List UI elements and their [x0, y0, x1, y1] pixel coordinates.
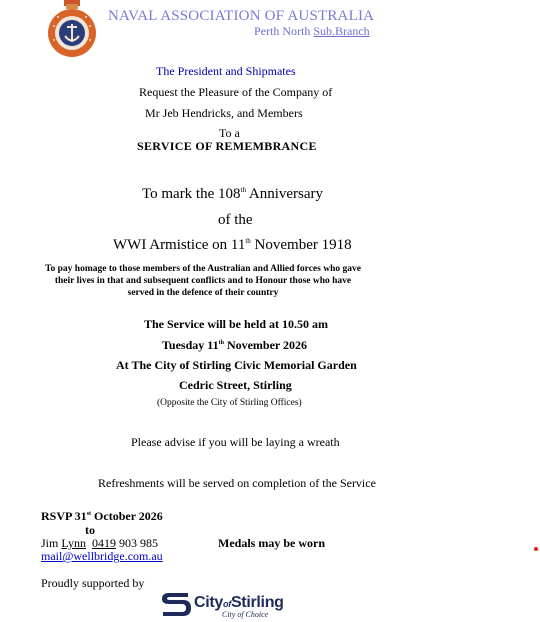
- service-date-suffix: November 2026: [223, 338, 308, 352]
- contact-phone-prefix: 0419: [92, 536, 117, 550]
- supported-by-label: Proudly supported by: [41, 576, 145, 590]
- armistice-sup: th: [245, 237, 251, 245]
- sub-branch-link: Sub.Branch: [313, 24, 370, 38]
- anniversary-sup: th: [240, 186, 246, 194]
- rsvp-to: to: [85, 523, 95, 537]
- anniversary-suffix: Anniversary: [245, 186, 324, 202]
- of-the-line: of the: [218, 212, 253, 228]
- sponsor-of: of: [223, 599, 231, 609]
- service-venue: At The City of Stirling Civic Memorial Garden: [116, 358, 357, 372]
- sub-branch-prefix: Perth North: [254, 24, 311, 38]
- service-venue-note: (Opposite the City of Stirling Offices): [157, 398, 302, 408]
- armistice-line: [113, 237, 352, 254]
- city-of-stirling-tagline: City of Choice: [222, 610, 269, 619]
- service-date-prefix: Tuesday 11: [162, 338, 219, 352]
- city-of-stirling-logo-icon: [160, 590, 192, 617]
- rsvp-email-link[interactable]: mail@wellbridge.com.au: [41, 549, 163, 563]
- service-date-sup: th: [218, 340, 224, 346]
- rsvp-prefix: RSVP 31: [41, 509, 87, 523]
- homage-paragraph: To pay homage to those members of the Australian and Allied forces who gave their lives in that and subsequent conflicts and to Honour those who have served in the defence of their country: [45, 264, 361, 298]
- refreshments-note: Refreshments will be served on completion of the Service: [98, 476, 376, 490]
- anniversary-prefix: To mark the 108: [142, 186, 241, 202]
- invitation-request: Request the Pleasure of the Company of: [139, 85, 333, 99]
- service-date: [162, 338, 307, 353]
- anniversary-line: [142, 186, 323, 203]
- contact-phone-rest: 903 985: [116, 536, 159, 550]
- armistice-suffix: November 1918: [250, 237, 352, 253]
- rsvp-suffix: October 2026: [91, 509, 163, 523]
- organisation-name: NAVAL ASSOCIATION OF AUSTRALIA: [108, 8, 375, 24]
- invitee-name: Mr Jeb Hendricks, and Members: [145, 106, 303, 120]
- service-street: Cedric Street, Stirling: [179, 378, 292, 392]
- rsvp-date: [41, 509, 163, 524]
- red-dot-marker: [534, 547, 538, 551]
- service-time: The Service will be held at 10.50 am: [144, 317, 328, 331]
- sponsor-stirling: Stirling: [230, 594, 284, 611]
- rsvp-sup: st: [86, 511, 92, 517]
- event-title: SERVICE OF REMEMBRANCE: [137, 139, 317, 153]
- wreath-note: Please advise if you will be laying a wreath: [131, 435, 340, 449]
- association-crest: [46, 0, 98, 60]
- medals-note: Medals may be worn: [218, 536, 325, 550]
- invitation-from: The President and Shipmates: [156, 64, 296, 78]
- contact-first-name: Jim: [41, 536, 62, 550]
- sub-branch-name: [254, 24, 370, 39]
- invitation-to-a: To a: [219, 126, 240, 140]
- armistice-prefix: WWI Armistice on 11: [113, 237, 246, 253]
- contact-last-name: Lynn: [61, 536, 87, 550]
- sponsor-city: City: [194, 594, 224, 611]
